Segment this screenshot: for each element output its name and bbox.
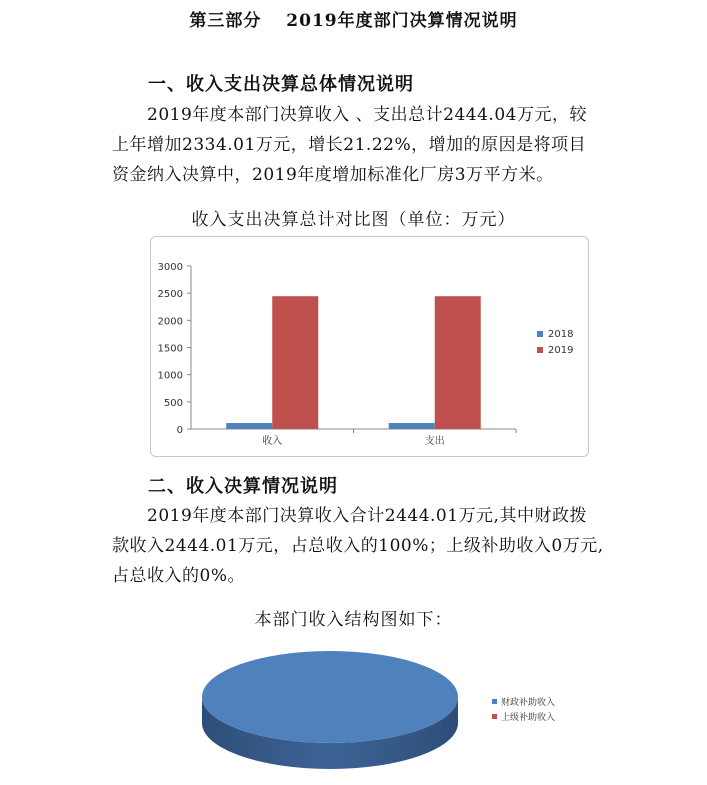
legend-label: 2018: [548, 329, 574, 340]
y-tick-label: 1000: [157, 370, 183, 382]
legend-swatch: [492, 699, 497, 704]
paragraph-line: 2019年度本部门决算收入合计2444.01万元,其中财政拨: [147, 506, 587, 526]
y-tick-label: 2000: [157, 316, 183, 328]
bar-2018-收入: [226, 423, 272, 429]
legend-swatch: [492, 714, 497, 719]
paragraph-line: 占总收入的0%。: [112, 566, 245, 586]
y-tick-label: 500: [163, 397, 183, 409]
legend-label: 上级补助收入: [501, 713, 556, 723]
bar-2019-支出: [435, 296, 481, 429]
bar-2018-支出: [389, 423, 435, 429]
bar-2019-收入: [272, 296, 318, 429]
paragraph-line: 资金纳入决算中，2019年度增加标准化厂房3万平方米。: [112, 165, 554, 185]
section1-heading: 一、收入支出决算总体情况说明: [148, 74, 414, 95]
paragraph-line: 上年增加2334.01万元，增长21.22%，增加的原因是将项目: [112, 135, 587, 155]
x-category-label: 支出: [424, 436, 445, 447]
pie-chart-caption: 本部门收入结构图如下：: [254, 610, 453, 630]
legend-swatch: [537, 331, 543, 337]
x-category-label: 收入: [262, 436, 283, 447]
y-tick-label: 1500: [157, 343, 183, 355]
legend-swatch: [537, 347, 543, 353]
legend-label: 财政补助收入: [501, 698, 556, 708]
paragraph-line: 款收入2444.01万元，占总收入的100%；上级补助收入0万元,: [112, 536, 604, 556]
y-tick-label: 2500: [157, 289, 183, 301]
pie-chart-svg: [190, 645, 610, 781]
section2-paragraph: [112, 501, 612, 591]
bar-chart-caption: 收入支出决算总计对比图（单位：万元）: [191, 210, 516, 230]
section1-paragraph: [112, 100, 612, 190]
bar-chart: [150, 236, 589, 457]
paragraph-line: 2019年度本部门决算收入 、支出总计2444.04万元，较: [147, 105, 587, 125]
bar-chart-svg: [151, 237, 588, 456]
section2-heading: 二、收入决算情况说明: [148, 476, 338, 497]
pie-chart: [190, 645, 610, 781]
y-tick-label: 0: [176, 425, 183, 436]
legend-label: 2019: [548, 345, 574, 356]
page-title: 第三部分 2019年度部门决算情况说明: [189, 11, 518, 31]
y-tick-label: 3000: [157, 262, 183, 273]
pie-slice-财政补助收入: [202, 651, 458, 743]
